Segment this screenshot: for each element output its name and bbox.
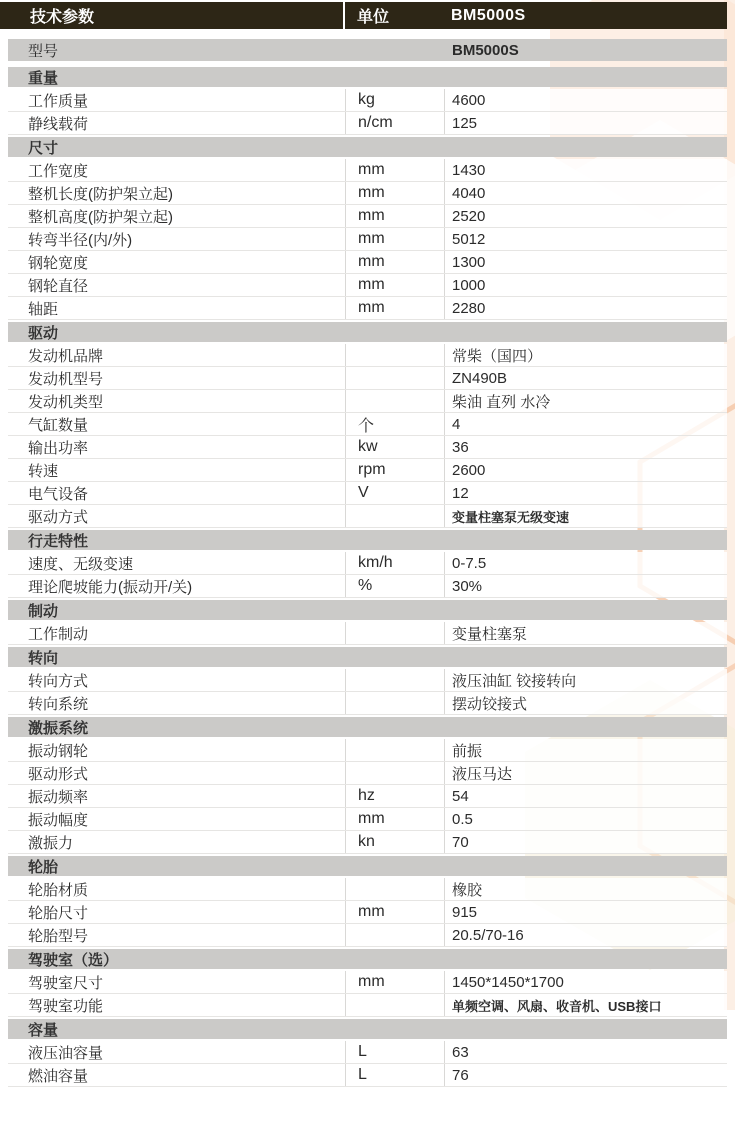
spec-table	[0, 2, 727, 1087]
section-header: 驱动	[8, 322, 727, 342]
param-name: 整机长度(防护架立起)	[28, 185, 173, 203]
param-unit: mm	[345, 808, 445, 830]
param-unit	[345, 878, 445, 900]
param-value: 摆动铰接式	[452, 695, 528, 713]
param-unit: kw	[345, 436, 445, 458]
param-value: 前振	[452, 742, 483, 760]
section-header: 驾驶室（选）	[8, 949, 727, 969]
param-name: 钢轮宽度	[28, 254, 89, 272]
section-header: 转向	[8, 647, 727, 667]
param-value: 2600	[452, 461, 486, 479]
param-value: 2280	[452, 299, 486, 317]
param-name: 发动机品牌	[28, 347, 104, 365]
param-unit	[345, 505, 445, 527]
param-unit: hz	[345, 785, 445, 807]
param-unit: mm	[345, 901, 445, 923]
spec-row	[8, 228, 727, 251]
section-header: 重量	[8, 67, 727, 87]
param-value: 0.5	[452, 810, 473, 828]
spec-row	[8, 1064, 727, 1087]
param-name: 转向系统	[28, 695, 89, 713]
spec-row	[8, 182, 727, 205]
param-value: 125	[452, 114, 478, 132]
param-unit: km/h	[345, 552, 445, 574]
param-value: 1300	[452, 253, 486, 271]
spec-row	[8, 762, 727, 785]
spec-row	[8, 1041, 727, 1064]
spec-row	[8, 831, 727, 854]
spec-row	[8, 367, 727, 390]
spec-row	[8, 205, 727, 228]
param-unit: mm	[345, 971, 445, 993]
param-value: 76	[452, 1066, 469, 1084]
spec-row	[8, 552, 727, 575]
table-header-row	[0, 2, 727, 29]
param-unit	[345, 390, 445, 412]
header-param-label: 技术参数	[0, 2, 345, 29]
param-name: 整机高度(防护架立起)	[28, 208, 173, 226]
param-unit	[345, 622, 445, 644]
param-value: 30%	[452, 577, 483, 595]
param-name: 驱动方式	[28, 508, 89, 526]
param-value: 36	[452, 438, 469, 456]
param-unit: mm	[345, 182, 445, 204]
header-model-label: BM5000S	[451, 6, 526, 24]
param-unit: kg	[345, 89, 445, 111]
spec-row	[8, 459, 727, 482]
param-name: 轮胎材质	[28, 881, 89, 899]
spec-row	[8, 274, 727, 297]
param-value: 70	[452, 833, 469, 851]
param-unit: 个	[345, 413, 445, 435]
param-name: 振动频率	[28, 788, 89, 806]
spec-row	[8, 785, 727, 808]
section-header: 制动	[8, 600, 727, 620]
spec-row	[8, 413, 727, 436]
model-row-label: 型号	[28, 42, 59, 60]
spec-row	[8, 482, 727, 505]
spec-row	[8, 878, 727, 901]
param-value: 0-7.5	[452, 554, 487, 572]
param-unit: L	[345, 1064, 445, 1086]
param-unit	[345, 739, 445, 761]
param-name: 燃油容量	[28, 1067, 89, 1085]
param-value: 单频空调、风扇、收音机、USB接口	[452, 998, 662, 1014]
param-value: 54	[452, 787, 469, 805]
param-name: 振动钢轮	[28, 742, 89, 760]
param-name: 转弯半径(内/外)	[28, 231, 133, 249]
param-unit: mm	[345, 274, 445, 296]
param-value: 63	[452, 1043, 469, 1061]
param-unit	[345, 344, 445, 366]
spec-row	[8, 622, 727, 645]
param-value: 20.5/70-16	[452, 926, 524, 944]
param-unit: mm	[345, 159, 445, 181]
header-unit-label: 单位	[357, 9, 390, 26]
param-value: 1000	[452, 276, 486, 294]
spec-row	[8, 251, 727, 274]
model-row-value: BM5000S	[452, 41, 519, 59]
param-name: 工作质量	[28, 92, 89, 110]
param-unit: rpm	[345, 459, 445, 481]
spec-row	[8, 505, 727, 528]
param-value: 液压油缸 铰接转向	[452, 672, 577, 690]
param-value: 4600	[452, 91, 486, 109]
param-unit	[345, 762, 445, 784]
model-row	[8, 39, 727, 61]
param-unit	[345, 994, 445, 1016]
param-unit: n/cm	[345, 112, 445, 134]
param-value: 12	[452, 484, 469, 502]
section-header: 行走特性	[8, 530, 727, 550]
section-header: 激振系统	[8, 717, 727, 737]
param-name: 轴距	[28, 300, 59, 318]
param-name: 轮胎型号	[28, 927, 89, 945]
param-value: 5012	[452, 230, 486, 248]
param-value: 4040	[452, 184, 486, 202]
param-value: 橡胶	[452, 881, 483, 899]
param-value: 915	[452, 903, 478, 921]
param-name: 理论爬坡能力(振动开/关)	[28, 578, 193, 596]
param-name: 轮胎尺寸	[28, 904, 89, 922]
param-name: 速度、无级变速	[28, 555, 134, 573]
param-name: 转速	[28, 462, 59, 480]
param-unit	[345, 367, 445, 389]
param-value: 变量柱塞泵	[452, 625, 528, 643]
param-unit: V	[345, 482, 445, 504]
param-value: ZN490B	[452, 369, 508, 387]
param-name: 驾驶室尺寸	[28, 974, 104, 992]
spec-row	[8, 739, 727, 762]
spec-row	[8, 89, 727, 112]
param-value: 变量柱塞泵无级变速	[452, 509, 570, 525]
spec-row	[8, 692, 727, 715]
param-unit: mm	[345, 251, 445, 273]
spec-row	[8, 344, 727, 367]
spec-row	[8, 159, 727, 182]
param-name: 气缸数量	[28, 416, 89, 434]
spec-row	[8, 901, 727, 924]
param-unit: mm	[345, 228, 445, 250]
param-value: 1450*1450*1700	[452, 973, 564, 991]
param-value: 4	[452, 415, 461, 433]
param-unit: mm	[345, 297, 445, 319]
param-unit	[345, 692, 445, 714]
spec-row	[8, 669, 727, 692]
param-value: 1430	[452, 161, 486, 179]
param-unit: L	[345, 1041, 445, 1063]
param-name: 转向方式	[28, 672, 89, 690]
param-value: 常柴（国四）	[452, 347, 543, 365]
param-name: 工作宽度	[28, 162, 89, 180]
param-name: 钢轮直径	[28, 277, 89, 295]
param-name: 静线载荷	[28, 115, 89, 133]
param-name: 发动机型号	[28, 370, 104, 388]
param-name: 电气设备	[28, 485, 89, 503]
section-header: 轮胎	[8, 856, 727, 876]
param-name: 液压油容量	[28, 1044, 104, 1062]
param-name: 发动机类型	[28, 393, 104, 411]
param-unit	[345, 669, 445, 691]
param-value: 液压马达	[452, 765, 513, 783]
section-header: 尺寸	[8, 137, 727, 157]
param-unit: %	[345, 575, 445, 597]
param-name: 激振力	[28, 834, 74, 852]
param-name: 驾驶室功能	[28, 997, 104, 1015]
spec-row	[8, 436, 727, 459]
spec-table-body	[8, 39, 727, 1087]
param-unit	[345, 924, 445, 946]
spec-row	[8, 575, 727, 598]
spec-row	[8, 971, 727, 994]
param-name: 振动幅度	[28, 811, 89, 829]
param-name: 驱动形式	[28, 765, 89, 783]
param-unit: kn	[345, 831, 445, 853]
section-header: 容量	[8, 1019, 727, 1039]
spec-row	[8, 924, 727, 947]
param-name: 输出功率	[28, 439, 89, 457]
spec-row	[8, 297, 727, 320]
param-unit: mm	[345, 205, 445, 227]
param-value: 柴油 直列 水冷	[452, 393, 551, 411]
spec-row	[8, 112, 727, 135]
spec-row	[8, 808, 727, 831]
spec-row	[8, 994, 727, 1017]
param-value: 2520	[452, 207, 486, 225]
spec-row	[8, 390, 727, 413]
param-name: 工作制动	[28, 625, 89, 643]
